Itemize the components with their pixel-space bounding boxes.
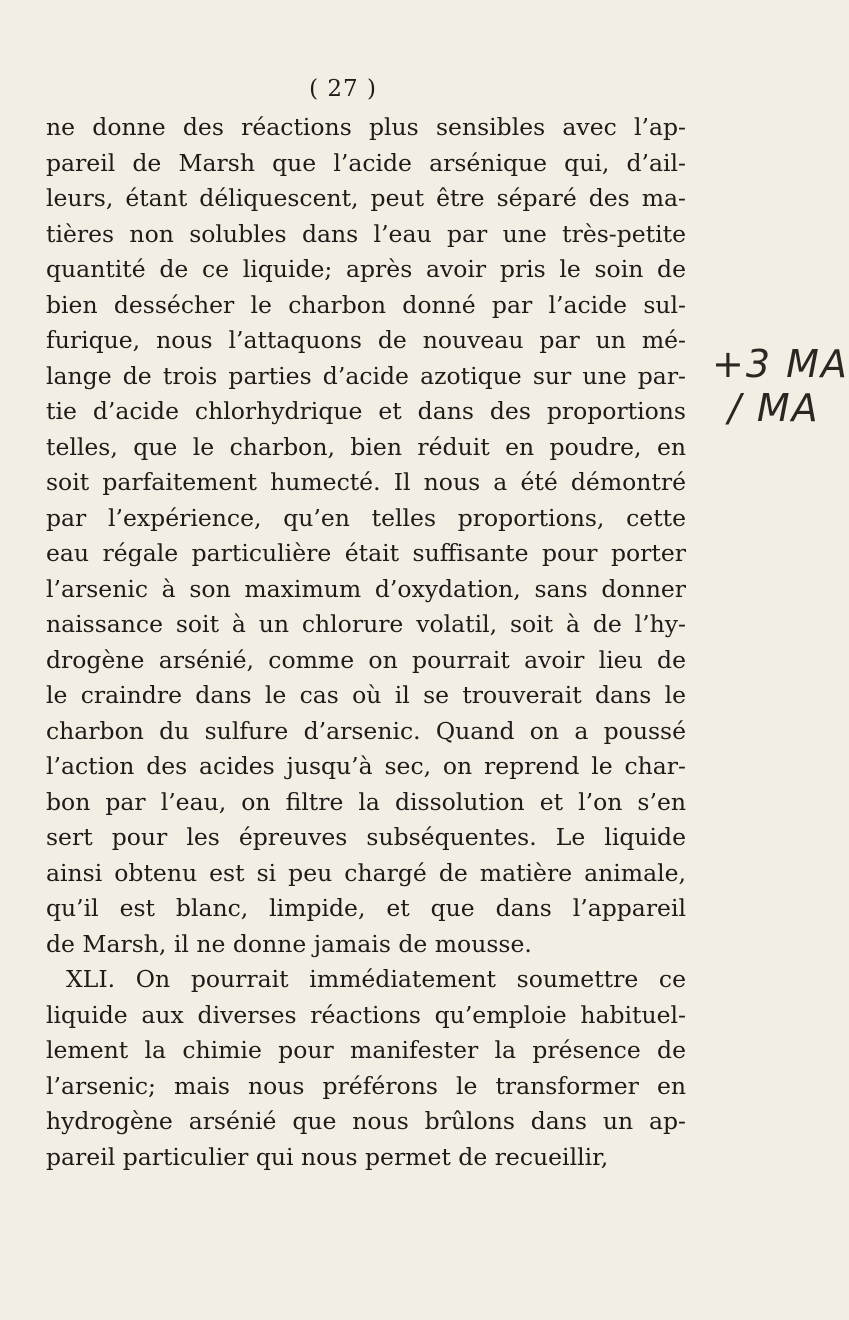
text-line: liquide aux diverses réactions qu’emploie habituel- [46,1000,686,1029]
text-line: hydrogène arsénié que nous brûlons dans un ap- [46,1107,686,1135]
text-line: tières non solubles dans l’eau par une très-petite [46,219,686,248]
page-number: ( 27 ) [309,76,377,102]
section-start-line: XLI. On pourrait immédiatement soumettre ce [66,965,686,993]
text-line: furique, nous l’attaquons de nouveau par un mé- [46,326,686,354]
text-line: leurs, étant déliquescent, peut être séparé des ma- [46,184,686,212]
body-text [46,110,686,1175]
text-line: par l’expérience, qu’en telles proportions, cette [46,503,686,532]
text-line: l’action des acides jusqu’à sec, on reprend le char- [46,752,686,780]
text-line: pareil particulier qui nous permet de recueillir, [46,1142,609,1171]
text-line: telles, que le charbon, bien réduit en poudre, en [46,432,686,461]
text-line: l’arsenic; mais nous préférons le transformer en [46,1071,686,1100]
margin-note-line-2: / MA [728,386,820,430]
text-line: pareil de Marsh que l’acide arsénique qui, d’ail- [46,148,686,177]
text-line: charbon du sulfure d’arsenic. Quand on a poussé [46,716,686,745]
text-line: ne donne des réactions plus sensibles avec l’ap- [46,113,686,141]
text-line: sert pour les épreuves subséquentes. Le liquide [46,823,686,851]
text-line: lange de trois parties d’acide azotique sur une par- [46,361,686,390]
text-line: eau régale particulière était suffisante pour porter [46,539,686,567]
text-line: ainsi obtenu est si peu chargé de matière animale, [46,858,686,887]
text-line: soit parfaitement humecté. Il nous a été démontré [46,468,686,496]
text-line: de Marsh, il ne donne jamais de mousse. [46,929,532,958]
text-line: tie d’acide chlorhydrique et dans des proportions [46,397,686,425]
text-line: drogène arsénié, comme on pourrait avoir lieu de [46,645,686,674]
margin-handwritten-note [700,342,849,445]
text-line: le craindre dans le cas où il se trouverait dans le [46,681,686,709]
text-line: naissance soit à un chlorure volatil, soit à de l’hy- [46,610,686,638]
text-line: quantité de ce liquide; après avoir pris le soin de [46,255,686,283]
text-line: bon par l’eau, on filtre la dissolution et l’on s’en [46,787,686,816]
text-line: bien dessécher le charbon donné par l’acide sul- [46,290,686,319]
text-line: lement la chimie pour manifester la présence de [46,1036,686,1064]
text-line: l’arsenic à son maximum d’oxydation, sans donner [46,574,686,603]
margin-note-line-1: +3 MA [712,342,849,386]
text-line: qu’il est blanc, limpide, et que dans l’appareil [46,894,686,922]
